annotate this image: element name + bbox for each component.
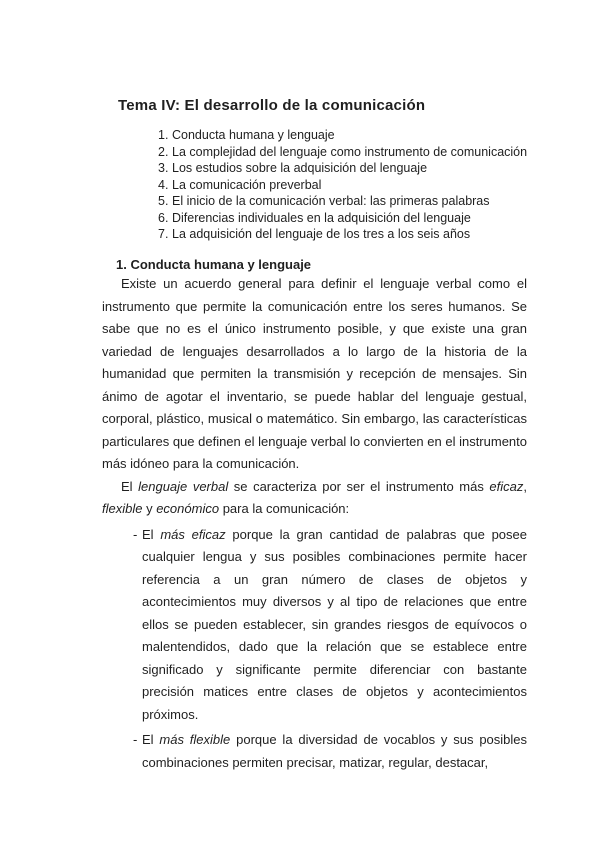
list-item: [158, 210, 534, 227]
paragraph: Existe un acuerdo general para definir el lenguaje verbal como el instrumento que permite la comunicación entre los seres humanos. Se sabe que no es el único instrumento posible, y que existe una gran variedad de lenguajes desarrollados a lo largo de la historia de la humanidad que permiten la transmisión y recepción de mensajes. Sin ánimo de agotar el inventario, se puede hablar del lenguaje gestual, corporal, plástico, musical o matemático. Sin embargo, las características particulares que definen el lenguaje verbal lo convierten en el instrumento más idóneo para la comunicación.: [102, 276, 527, 471]
bullet-dash-marker: -: [133, 732, 138, 747]
bullet-dash-marker: -: [133, 526, 138, 542]
list-item: [158, 127, 534, 144]
list-item-text: La comunicación preverbal: [172, 177, 322, 192]
list-item-text: Los estudios sobre la adquisición del lenguaje: [172, 161, 428, 175]
outline-list: [158, 127, 534, 243]
paragraph: El lenguaje verbal se caracteriza por ser el instrumento más eficaz, flexible y económico para la comunicación:: [102, 478, 528, 516]
list-item: [158, 160, 534, 177]
list-item-text: El inicio de la comunicación verbal: las primeras palabras: [172, 194, 490, 208]
section-heading: 1. Conducta humana y lenguaje: [116, 257, 312, 272]
list-item-text: Diferencias individuales en la adquisición del lenguaje: [172, 210, 471, 225]
list-item-number: 2.: [158, 144, 169, 159]
bullet-item: [133, 524, 527, 727]
list-item-number: 1.: [158, 128, 169, 142]
body-text: [102, 273, 527, 774]
list-item: [158, 144, 534, 161]
list-item-number: 3.: [158, 161, 169, 175]
list-item-number: 4.: [158, 177, 169, 192]
list-item-number: 5.: [158, 194, 169, 208]
list-item-text: Conducta humana y lenguaje: [172, 128, 335, 142]
list-item: [158, 193, 534, 210]
bullet-text: El más eficaz porque la gran cantidad de palabras que posee cualquier lengua y sus posibles combinaciones permite hacer referencia a un gran número de clases de objetos y acontecimientos muy diversos y al tipo de relaciones que entre ellos se pueden establecer, sin grandes riesgos de equívocos o malentendidos, dado que la relación que se establece entre significado y significante permite diferenciar con bastante precisión matices entre clases de objetos y acontecimientos próximos.: [142, 526, 528, 722]
page-title: Tema IV: El desarrollo de la comunicación: [118, 97, 426, 114]
list-item-text: La adquisición del lenguaje de los tres a los seis años: [172, 227, 471, 241]
list-item: [158, 226, 534, 243]
list-item-text: La complejidad del lenguaje como instrumento de comunicación: [172, 144, 528, 159]
bullet-text: El más flexible porque la diversidad de vocablos y sus posibles combinaciones permiten precisar, matizar, regular, destacar,: [142, 732, 528, 770]
bullet-item: [133, 729, 527, 774]
list-item-number: 7.: [158, 227, 169, 241]
list-item: [158, 177, 534, 194]
list-item-number: 6.: [158, 210, 169, 225]
